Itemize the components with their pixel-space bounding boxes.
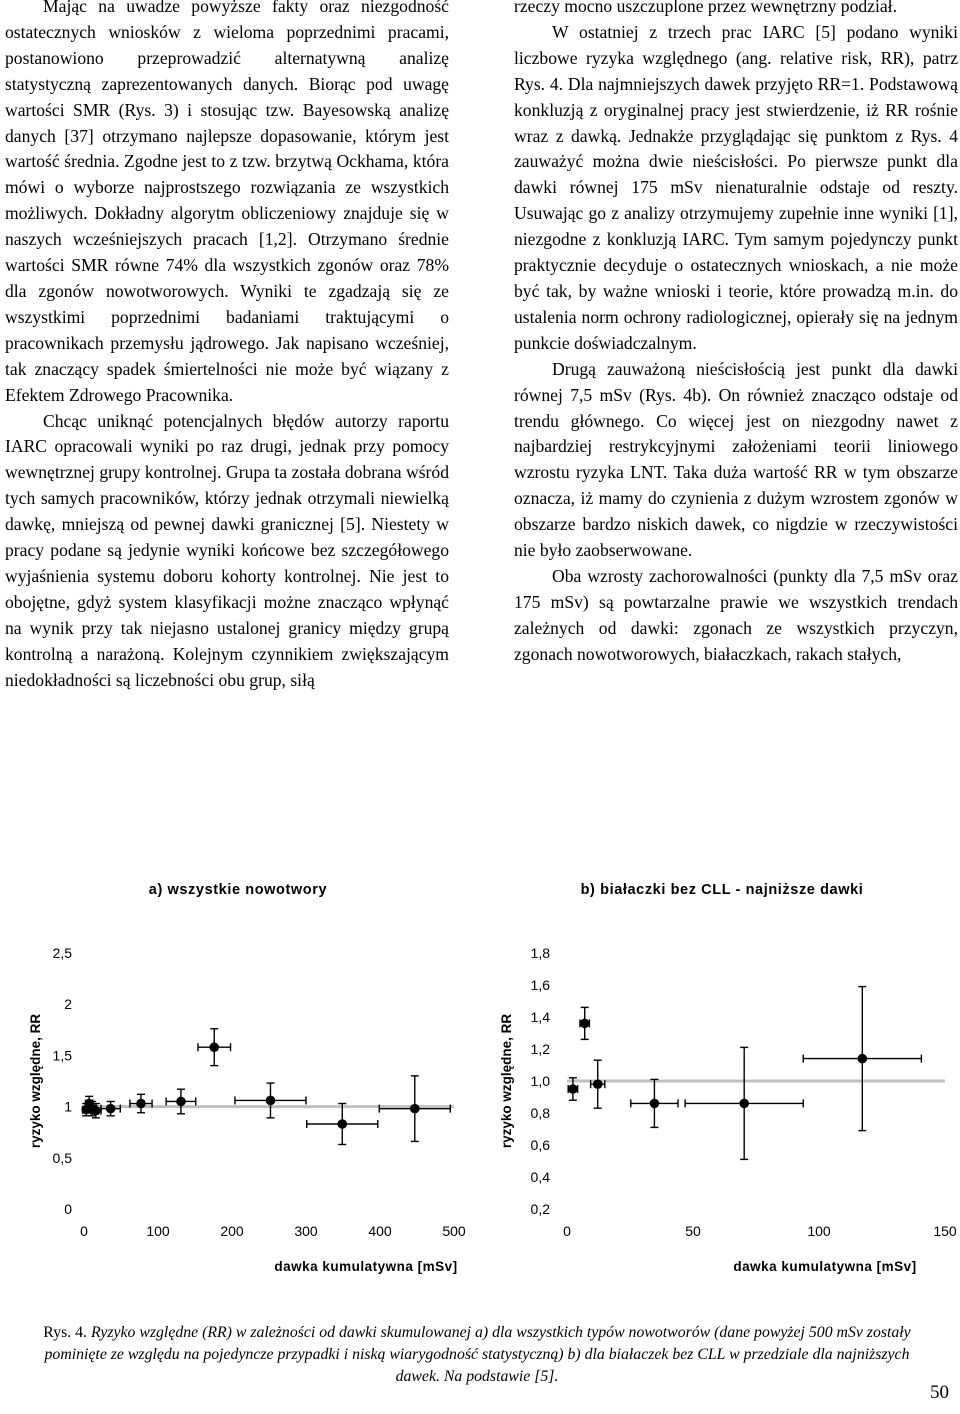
- x-tick-label: 0: [80, 1223, 88, 1239]
- x-tick-label: 200: [220, 1223, 244, 1239]
- y-tick-label: 0,6: [530, 1137, 550, 1153]
- right-text-column: [514, 0, 958, 668]
- point-marker: [209, 1042, 219, 1052]
- y-tick-label: 1,6: [530, 977, 550, 993]
- chart-title: b) białaczki bez CLL - najniższe dawki: [580, 882, 864, 898]
- y-tick-label: 0,5: [52, 1149, 72, 1166]
- chart-plot: [484, 872, 960, 1274]
- paragraph: W ostatniej z trzech prac IARC [5] podano wyniki liczbowe ryzyka względnego (ang. relative risk, RR), patrz Rys. 4. Dla najmniejszych dawek przyjęto RR=1. Podstawową konkluzją z oryginalnej pracy jest stwierdzenie, iż RR rośnie wraz z dawką. Jednakże przyglądając się punktom z Rys. 4 zauważyć można dwie nieścisłości. Po pierwsze punkt dla dawki równej 175 mSv nienaturalnie odstaje od reszty. Usuwając go z analizy otrzymujemy zupełnie inne wyniki [1], niezgodne z konkluzją IARC. Tym samym pojedynczy punkt praktycznie decyduje o ostatecznych wnioskach, a nie może być tak, by ważne wnioski i teorie, które prowadzą m.in. do ustalenia norm ochrony radiologicznej, opierały się na jednym punkcie doświadczalnym.: [514, 21, 958, 353]
- point-marker: [739, 1099, 749, 1109]
- data-point: [235, 1083, 306, 1118]
- x-tick-label: 50: [685, 1223, 701, 1239]
- paragraph: rzeczy mocno uszczuplone przez wewnętrzny podział.: [514, 0, 897, 16]
- chart-title: a) wszystkie nowotwory: [148, 882, 328, 898]
- point-marker: [136, 1099, 146, 1109]
- x-tick-label: 300: [294, 1223, 318, 1239]
- paragraph: Oba wzrosty zachorowalności (punkty dla 7,5 mSv oraz 175 mSv) są powtarzalne prawie we wszystkich trendach zależnych od dawki: zgonach ze wszystkich przyczyn, zgonach nowotworowych, białaczkach, rakach stałych,: [514, 565, 958, 664]
- data-point: [803, 987, 921, 1131]
- y-axis-title: ryzyko względne, RR: [499, 1013, 514, 1149]
- point-marker: [650, 1099, 660, 1109]
- data-point: [685, 1047, 803, 1159]
- point-marker: [106, 1104, 116, 1114]
- point-marker: [266, 1096, 276, 1106]
- data-point: [130, 1094, 152, 1112]
- point-marker: [593, 1079, 603, 1089]
- page-number: 50: [930, 1382, 949, 1403]
- chart-all-cancers: [0, 872, 476, 1274]
- x-tick-label: 500: [442, 1223, 466, 1239]
- data-point: [101, 1101, 120, 1115]
- data-point: [580, 1007, 590, 1039]
- point-marker: [176, 1097, 186, 1107]
- point-marker: [410, 1104, 420, 1114]
- figure-caption: [37, 1322, 917, 1388]
- y-tick-label: 1: [64, 1098, 72, 1115]
- y-tick-label: 1,4: [530, 1009, 550, 1025]
- left-text-column: [5, 0, 449, 693]
- x-tick-label: 100: [807, 1223, 831, 1239]
- data-point: [591, 1060, 605, 1108]
- data-point: [631, 1079, 678, 1127]
- x-tick-label: 100: [146, 1223, 170, 1239]
- y-tick-label: 1,2: [530, 1041, 550, 1057]
- chart-plot: [0, 872, 476, 1274]
- y-axis-title: ryzyko względne, RR: [28, 1013, 43, 1149]
- caption-label: Rys. 4.: [43, 1324, 87, 1341]
- paragraph: Mając na uwadze powyższe fakty oraz niezgodność ostatecznych wniosków z wieloma poprzednimi pracami, postanowiono przeprowadzić alternatywną analizę statystyczną zaprezentowanych danych. Biorąc pod uwagę wartości SMR (Rys. 3) i stosując tzw. Bayesowską analizę danych [37] otrzymano najlepsze dopasowanie, którym jest wartość średnia. Zgodne jest to z tzw. brzytwą Ockhama, która mówi o wyborze najprostszego rozwiązania ze wszystkich możliwych. Dokładny algorytm obliczeniowy znajduje się w naszych wcześniejszych pracach [1,2]. Otrzymano średnie wartości SMR równe 74% dla wszystkich zgonów oraz 78% dla zgonów nowotworowych. Wyniki te zgadzają się ze wszystkimi poprzednimi badaniami traktującymi o pracownikach przemysłu jądrowego. Jak napisano wcześniej, tak znaczący spadek śmiertelności nie może być wiązany z Efektem Zdrowego Pracownika.: [5, 0, 449, 405]
- y-tick-label: 0,4: [530, 1169, 550, 1185]
- x-axis-title: dawka kumulatywna [mSv]: [274, 1259, 458, 1274]
- data-point: [307, 1104, 378, 1145]
- x-tick-label: 0: [563, 1223, 571, 1239]
- paragraph: Chcąc uniknąć potencjalnych błędów autorzy raportu IARC opracowali wyniki po raz drugi, jednak przy pomocy wewnętrznej grupy kontrolnej. Grupa ta została dobrana wśród tych samych pracowników, którzy jednak otrzymali niewielką dawkę, mniejszą od pewnej dawki granicznej [5]. Niestety w pracy podane są jedynie wyniki końcowe bez szczegółowego wyjaśnienia systemu doboru kohorty kontrolnej. Nie jest to obojętne, gdyż system klasyfikacji możne znacząco wpłynąć na wynik przy tak niejasno ustalonej granicy między grupą kontrolną a narażoną. Kolejnym czynnikiem zwiększającym niedokładności są liczebności obu grup, siłą: [5, 410, 449, 690]
- data-point: [166, 1089, 196, 1114]
- y-tick-label: 0,8: [530, 1105, 550, 1121]
- y-tick-label: 0,2: [530, 1201, 550, 1217]
- x-axis-title: dawka kumulatywna [mSv]: [733, 1259, 917, 1274]
- paragraph: Drugą zauważoną nieścisłością jest punkt dla dawki równej 7,5 mSv (Rys. 4b). On również znacząco odstaje od trendu głównego. Co więcej jest on niezgodny nawet z najbardziej restrykcyjnymi założeniami teorii liniowego wzrostu ryzyka LNT. Taka duża wartość RR w tym obszarze oznacza, iż mamy do czynienia z dużym wzrostem zgonów w obszarze bardzo niskich dawek, co nigdzie w rzeczywistości nie było zaobserwowane.: [514, 358, 958, 561]
- y-tick-label: 1,5: [52, 1047, 72, 1064]
- point-marker: [91, 1106, 101, 1116]
- point-marker: [568, 1084, 578, 1094]
- y-tick-label: 1,8: [530, 945, 550, 961]
- caption-text: Ryzyko względne (RR) w zależności od dawki skumulowanej a) dla wszystkich typów nowotworów (dane powyżej 500 mSv zostały pominięte ze względu na pojedyncze przypadki i niską wiarygodność statystyczną) b) dla białaczek bez CLL w przedziale dla najniższych dawek. Na podstawie [5].: [44, 1324, 911, 1385]
- data-point: [198, 1029, 231, 1066]
- point-marker: [858, 1054, 868, 1064]
- x-tick-label: 400: [368, 1223, 392, 1239]
- y-tick-label: 1,0: [530, 1073, 550, 1089]
- x-tick-label: 150: [933, 1223, 957, 1239]
- y-tick-label: 2,5: [52, 945, 72, 961]
- chart-leukemia-low-dose: [484, 872, 960, 1274]
- point-marker: [337, 1119, 347, 1129]
- y-tick-label: 0: [64, 1201, 72, 1217]
- data-point: [379, 1076, 450, 1142]
- y-tick-label: 2: [64, 996, 72, 1013]
- point-marker: [580, 1019, 590, 1029]
